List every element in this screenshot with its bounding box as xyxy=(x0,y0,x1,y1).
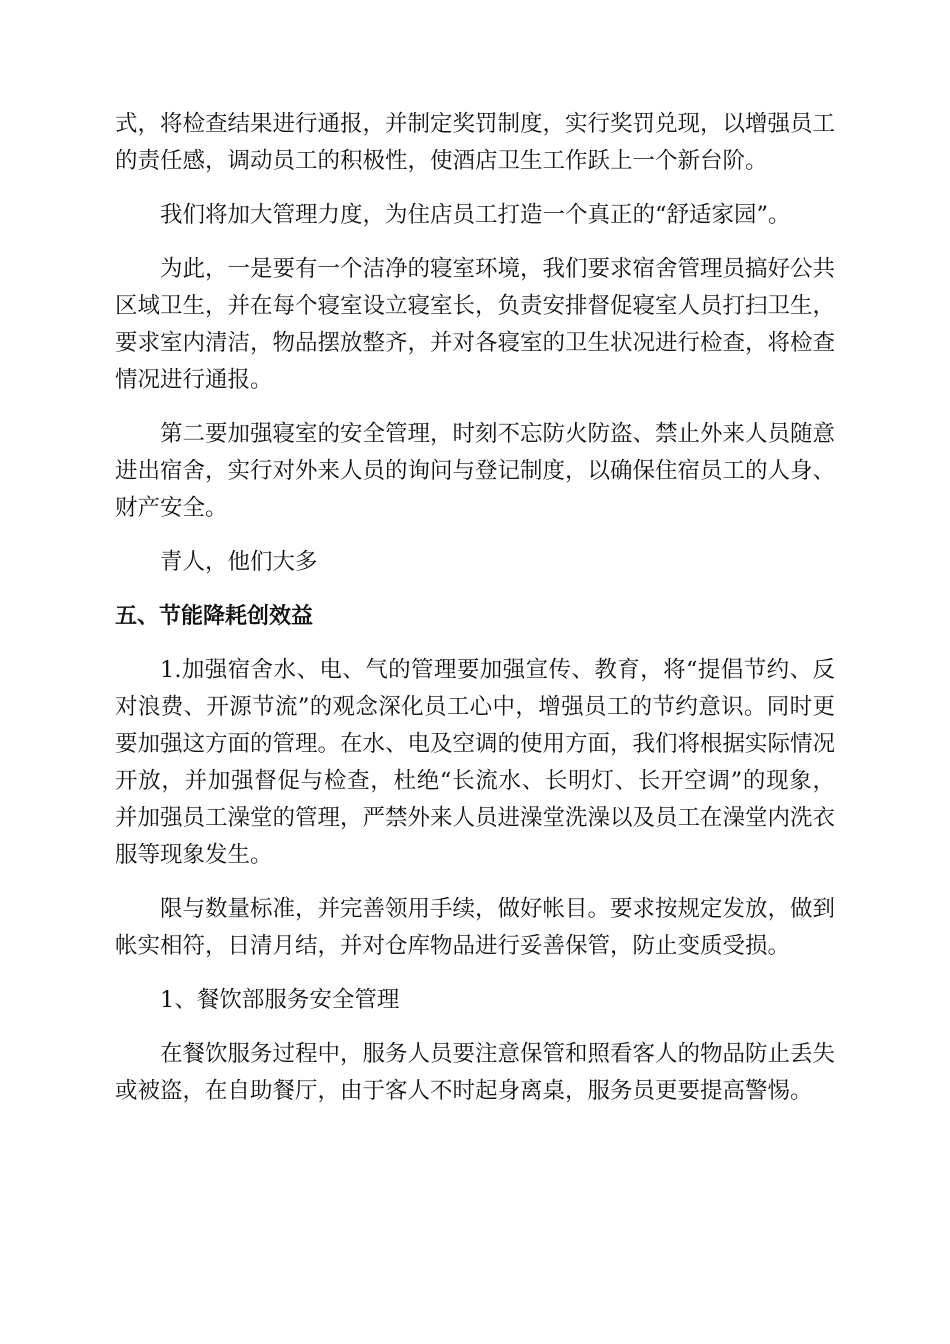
paragraph-dormitory-safety: 第二要加强寝室的安全管理，时刻不忘防火防盗、禁止外来人员随意进出宿舍，实行对外来人员的询问与登记制度，以确保住宿员工的人身、财产安全。 xyxy=(115,421,836,521)
paragraph-clean-dormitory: 为此，一是要有一个洁净的寝室环境，我们要求宿舍管理员搞好公共区域卫生，并在每个寝室设立寝室长，负责安排督促寝室人员打扫卫生，要求室内清洁，物品摆放整齐，并对各寝室的卫生状况进行检查，将检查情况进行通报。 xyxy=(115,256,836,393)
document-page xyxy=(115,106,835,1110)
paragraph-inventory: 限与数量标准，并完善领用手续，做好帐目。要求按规定发放，做到帐实相符，日清月结，并对仓库物品进行妥善保管，防止变质受损。 xyxy=(115,896,836,959)
paragraph-continuation: 式，将检查结果进行通报，并制定奖罚制度，实行奖罚兑现，以增强员工的责任感，调动员工的积极性，使酒店卫生工作跃上一个新台阶。 xyxy=(115,111,836,174)
paragraph-comfortable-home: 我们将加大管理力度，为住店员工打造一个真正的“舒适家园”。 xyxy=(160,202,791,228)
paragraph-fragment: 青人，他们大多 xyxy=(160,549,318,575)
paragraph-catering-service: 在餐饮服务过程中，服务人员要注意保管和照看客人的物品防止丢失或被盗，在自助餐厅，由于客人不时起身离桌，服务员更要提高警惕。 xyxy=(115,1041,836,1104)
section-heading: 五、节能降耗创效益 xyxy=(115,604,314,629)
subheading-catering-safety: 1、餐饮部服务安全管理 xyxy=(160,987,400,1013)
paragraph-utilities-management: 1.加强宿舍水、电、气的管理要加强宣传、教育，将“提倡节约、反对浪费、开源节流”的观念深化员工心中，增强员工的节约意识。同时更要加强这方面的管理。在水、电及空调的使用方面，我们将根据实际情况开放，并加强督促与检查，杜绝“长流水、长明灯、长开空调”的现象，并加强员工澡堂的管理，严禁外来人员进澡堂洗澡以及员工在澡堂内洗衣服等现象发生。 xyxy=(115,657,836,868)
